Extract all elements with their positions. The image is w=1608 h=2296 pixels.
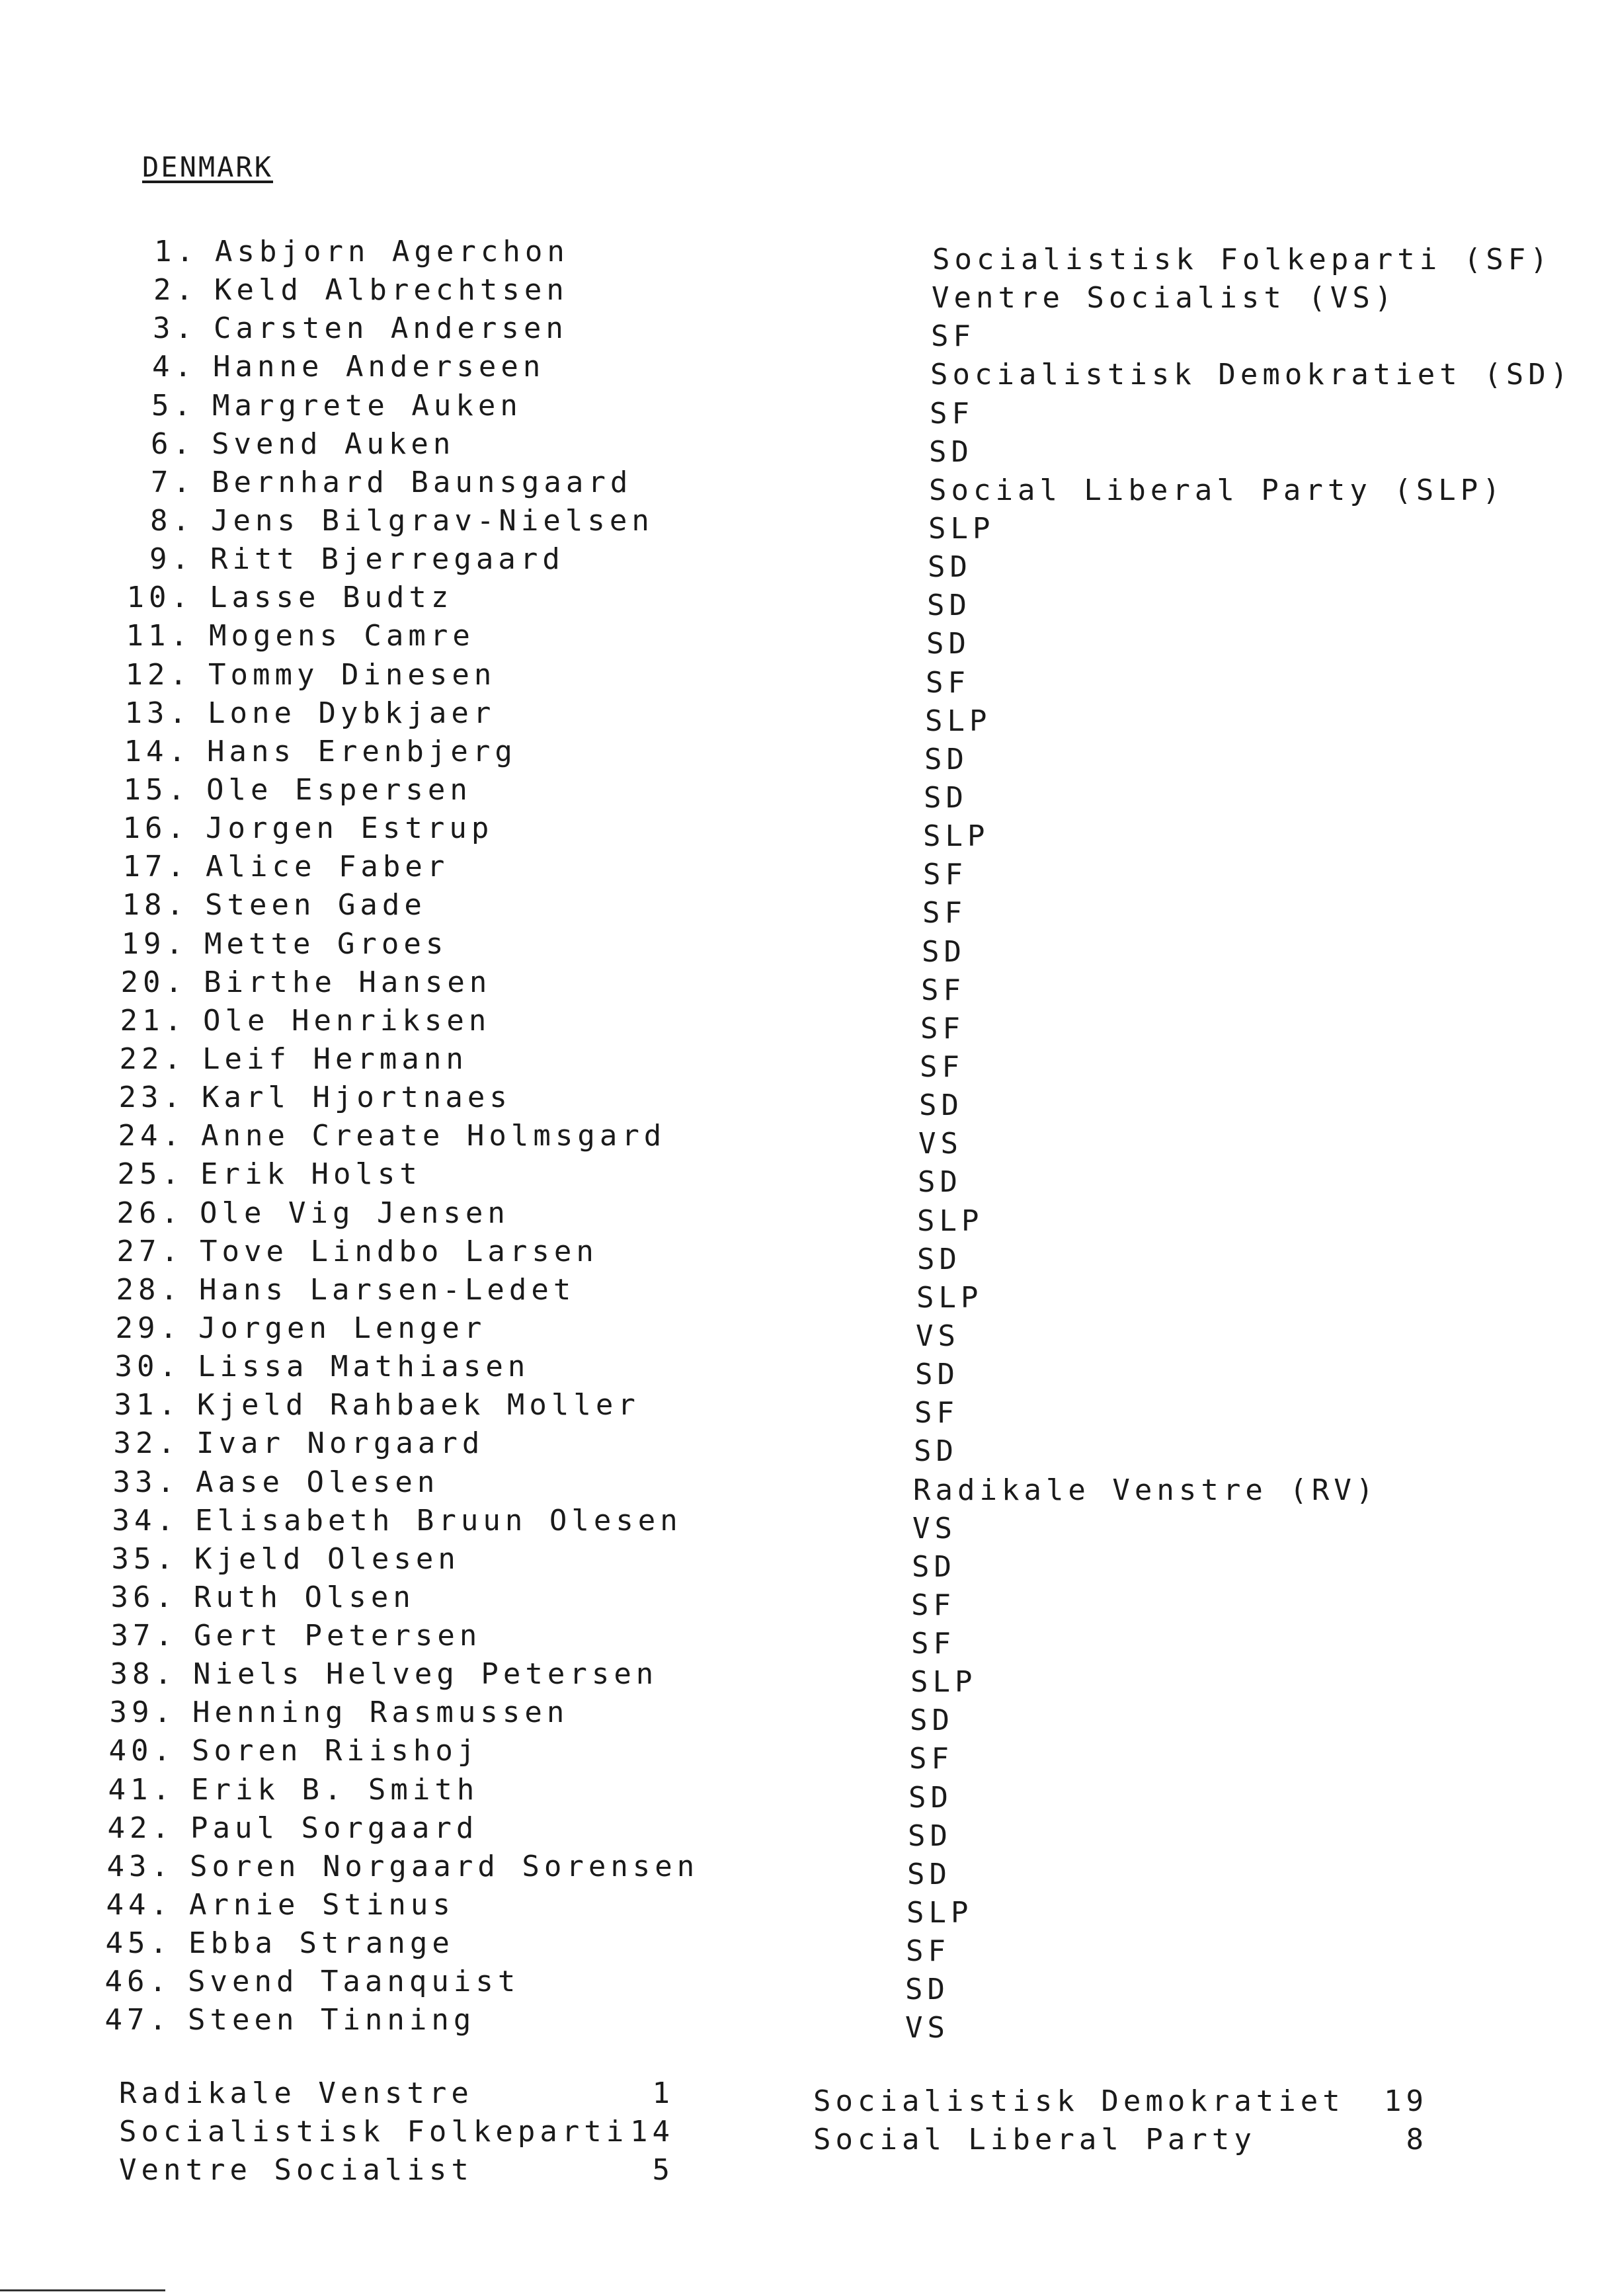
member-number: 37. <box>110 1619 177 1653</box>
member-party: SF <box>911 1627 955 1661</box>
member-name: Karl Hjortnaes <box>202 1081 512 1115</box>
member-name: Ebba Strange <box>188 1926 454 1961</box>
member-party: SF <box>923 858 967 892</box>
member-number: 33. <box>112 1465 179 1499</box>
member-party: SLP <box>916 1280 983 1315</box>
member-row <box>0 1926 1608 1969</box>
bottom-rule <box>0 2289 165 2291</box>
member-number: 44. <box>106 1888 173 1922</box>
member-name: Ritt Bjerregaard <box>210 542 565 577</box>
member-number: 4. <box>152 350 196 384</box>
member-name: Paul Sorgaard <box>190 1811 479 1845</box>
member-party: SD <box>928 550 972 585</box>
member-number: 14. <box>124 734 190 768</box>
member-number: 36. <box>110 1580 177 1614</box>
member-party: Socialistisk Folkeparti (SF) <box>932 243 1552 276</box>
party-total-label: Ventre Socialist <box>119 2153 473 2187</box>
member-name: Tove Lindbo Larsen <box>200 1234 598 1268</box>
member-row <box>0 1580 1608 1622</box>
member-name: Margrete Auken <box>212 388 522 423</box>
party-total-label: Social Liberal Party <box>813 2123 1256 2156</box>
member-number: 8. <box>150 503 194 538</box>
member-number: 13. <box>124 696 191 730</box>
member-party: SD <box>924 742 969 776</box>
member-party: SD <box>926 627 971 661</box>
member-name: Ruth Olsen <box>194 1580 415 1614</box>
member-party: SF <box>911 1588 955 1622</box>
member-name: Lasse Budtz <box>210 581 454 615</box>
member-name: Leif Hermann <box>202 1042 468 1076</box>
member-party: SF <box>921 973 965 1007</box>
member-number: 40. <box>108 1734 175 1768</box>
member-row <box>0 1734 1608 1776</box>
member-row <box>0 1888 1608 1930</box>
member-name: Svend Taanquist <box>188 1965 520 1999</box>
member-row <box>0 350 1608 392</box>
member-row <box>0 734 1608 776</box>
member-number: 46. <box>104 1965 171 1999</box>
member-party: SF <box>922 896 967 930</box>
member-party: SF <box>914 1396 959 1430</box>
member-row <box>0 657 1608 700</box>
member-name: Mogens Camre <box>209 619 475 653</box>
member-number: 15. <box>123 772 190 807</box>
member-row <box>0 1965 1608 2007</box>
member-number: 27. <box>116 1234 183 1268</box>
member-party: SD <box>927 589 971 623</box>
member-row <box>0 772 1608 815</box>
member-number: 17. <box>122 850 189 884</box>
member-row <box>0 2003 1608 2045</box>
member-number: 47. <box>104 2003 171 2037</box>
member-row <box>0 235 1608 276</box>
member-row <box>0 1541 1608 1584</box>
member-party: SLP <box>917 1204 984 1238</box>
member-row <box>0 388 1608 430</box>
member-number: 18. <box>122 888 188 922</box>
member-name: Lissa Mathiasen <box>198 1350 530 1384</box>
member-number: 21. <box>120 1003 186 1038</box>
member-number: 39. <box>109 1696 176 1730</box>
member-name: Hanne Anderseen <box>213 350 545 384</box>
member-list <box>0 235 1608 2045</box>
member-name: Kjeld Rahbaek Moller <box>197 1388 640 1422</box>
member-name: Birthe Hansen <box>204 965 492 999</box>
member-number: 30. <box>114 1350 181 1384</box>
member-party: VS <box>918 1127 963 1161</box>
member-name: Jens Bilgrav-Nielsen <box>211 503 654 538</box>
member-row <box>0 1042 1608 1084</box>
member-number: 23. <box>118 1081 185 1115</box>
member-number: 9. <box>149 542 194 577</box>
member-number: 35. <box>111 1541 178 1576</box>
member-party: SF <box>909 1742 953 1776</box>
member-row <box>0 1350 1608 1392</box>
member-row <box>0 427 1608 469</box>
member-row <box>0 1503 1608 1545</box>
member-number: 34. <box>112 1503 179 1538</box>
member-number: 10. <box>126 581 193 615</box>
member-number: 45. <box>105 1926 172 1961</box>
party-total-label: Socialistisk Folkeparti <box>119 2115 629 2149</box>
member-party: VS <box>905 2011 949 2045</box>
member-row <box>0 1311 1608 1353</box>
member-number: 2. <box>153 273 198 308</box>
member-row <box>0 1081 1608 1123</box>
member-row <box>0 465 1608 507</box>
member-row <box>0 1272 1608 1315</box>
member-name: Bernhard Baunsgaard <box>212 465 633 499</box>
party-total-count: 5 <box>652 2153 674 2187</box>
member-row <box>0 1772 1608 1815</box>
member-name: Arnie Stinus <box>189 1888 455 1922</box>
member-number: 29. <box>115 1311 182 1345</box>
member-party: SF <box>920 1011 965 1046</box>
member-number: 1. <box>154 235 198 268</box>
member-number: 5. <box>151 388 196 423</box>
member-name: Soren Riishoj <box>192 1734 480 1768</box>
member-name: Erik Holst <box>200 1157 422 1192</box>
member-party: SLP <box>910 1665 977 1700</box>
member-name: Erik B. Smith <box>191 1772 479 1807</box>
page-title: DENMARK <box>142 151 274 183</box>
member-name: Ivar Norgaard <box>196 1426 485 1461</box>
member-row <box>0 581 1608 623</box>
member-row <box>0 1388 1608 1430</box>
member-row <box>0 1426 1608 1469</box>
member-party: SF <box>930 396 974 430</box>
member-number: 12. <box>125 657 192 692</box>
member-row <box>0 1003 1608 1046</box>
member-number: 11. <box>126 619 192 653</box>
member-row <box>0 273 1608 315</box>
member-row <box>0 1619 1608 1661</box>
member-number: 25. <box>117 1157 184 1192</box>
member-name: Henning Rasmussen <box>192 1696 569 1730</box>
member-row <box>0 1196 1608 1238</box>
member-party: SLP <box>906 1896 973 1930</box>
member-party: SD <box>905 1973 949 2007</box>
member-name: Carsten Andersen <box>214 311 568 346</box>
member-party: VS <box>916 1319 960 1353</box>
member-name: Ole Henriksen <box>203 1003 491 1038</box>
member-party: SLP <box>925 704 992 738</box>
member-number: 31. <box>114 1388 181 1422</box>
member-party: Social Liberal Party (SLP) <box>929 473 1505 507</box>
member-row <box>0 619 1608 661</box>
member-number: 43. <box>106 1849 173 1883</box>
member-party: SF <box>931 319 975 354</box>
member-party: SD <box>929 434 973 469</box>
member-party: SD <box>908 1780 953 1815</box>
member-name: Asbjorn Agerchon <box>215 235 569 268</box>
member-number: 19. <box>121 926 188 961</box>
party-total-count: 14 <box>630 2115 674 2149</box>
member-party: SD <box>910 1703 954 1738</box>
member-name: Elisabeth Bruun Olesen <box>195 1503 682 1538</box>
member-party: SD <box>915 1358 959 1392</box>
member-row <box>0 926 1608 969</box>
member-number: 26. <box>116 1196 183 1230</box>
member-row <box>0 542 1608 585</box>
member-party: Ventre Socialist (VS) <box>932 281 1397 315</box>
member-name: Svend Auken <box>212 427 456 461</box>
member-party: SD <box>914 1434 958 1469</box>
member-name: Niels Helveg Petersen <box>193 1657 659 1692</box>
member-name: Ole Vig Jensen <box>200 1196 510 1230</box>
member-party: SLP <box>923 819 990 854</box>
member-row <box>0 1811 1608 1853</box>
member-party: Radikale Venstre (RV) <box>913 1473 1379 1507</box>
member-name: Alice Faber <box>206 850 450 884</box>
party-total-count: 1 <box>652 2076 674 2110</box>
member-party: VS <box>912 1511 957 1545</box>
member-party: SD <box>908 1819 952 1853</box>
member-party: SLP <box>928 511 995 546</box>
member-number: 7. <box>151 465 195 499</box>
member-row <box>0 311 1608 354</box>
member-party: SF <box>920 1049 964 1084</box>
member-party: SD <box>924 780 968 815</box>
member-row <box>0 1465 1608 1507</box>
member-row <box>0 503 1608 546</box>
member-party: SF <box>906 1934 950 1969</box>
member-row <box>0 965 1608 1007</box>
member-name: Jorgen Lenger <box>198 1311 487 1345</box>
member-row <box>0 850 1608 892</box>
member-row <box>0 1157 1608 1200</box>
party-total-label: Radikale Venstre <box>119 2076 473 2110</box>
member-name: Anne Create Holmsgard <box>201 1119 666 1153</box>
member-name: Aase Olesen <box>196 1465 440 1499</box>
party-total-count: 19 <box>1384 2084 1428 2118</box>
member-name: Hans Larsen-Ledet <box>199 1272 576 1307</box>
member-number: 32. <box>113 1426 180 1461</box>
member-number: 24. <box>118 1119 184 1153</box>
member-party: Socialistisk Demokratiet (SD) <box>930 358 1573 392</box>
party-total-label: Socialistisk Demokratiet <box>813 2084 1345 2118</box>
member-party: SF <box>926 665 970 700</box>
member-row <box>0 696 1608 738</box>
member-name: Mette Groes <box>204 926 448 961</box>
member-row <box>0 1657 1608 1700</box>
member-party: SD <box>917 1242 961 1276</box>
member-row <box>0 1696 1608 1738</box>
member-number: 38. <box>110 1657 177 1692</box>
member-name: Keld Albrechtsen <box>214 273 569 308</box>
member-row <box>0 1234 1608 1276</box>
member-row <box>0 1849 1608 1891</box>
member-party: SD <box>922 934 966 969</box>
member-number: 28. <box>116 1272 182 1307</box>
member-name: Gert Petersen <box>194 1619 482 1653</box>
member-name: Kjeld Olesen <box>194 1541 460 1576</box>
member-party: SD <box>912 1549 956 1584</box>
member-name: Ole Espersen <box>206 772 472 807</box>
member-name: Hans Erenbjerg <box>207 734 517 768</box>
member-name: Steen Tinning <box>188 2003 476 2037</box>
member-name: Jorgen Estrup <box>206 811 494 846</box>
member-number: 16. <box>122 811 189 846</box>
member-number: 20. <box>120 965 187 999</box>
member-number: 22. <box>119 1042 186 1076</box>
member-name: Lone Dybkjaer <box>208 696 496 730</box>
member-row <box>0 888 1608 930</box>
member-number: 42. <box>107 1811 174 1845</box>
party-total-count: 8 <box>1406 2123 1428 2156</box>
member-number: 3. <box>153 311 197 346</box>
member-name: Soren Norgaard Sorensen <box>190 1849 700 1883</box>
member-party: SD <box>907 1857 951 1891</box>
member-row <box>0 1119 1608 1161</box>
member-number: 6. <box>151 427 195 461</box>
member-row <box>0 811 1608 854</box>
member-name: Steen Gade <box>205 888 426 922</box>
member-number: 41. <box>108 1772 175 1807</box>
member-name: Tommy Dinesen <box>208 657 497 692</box>
member-party: SD <box>919 1088 963 1123</box>
member-party: SD <box>918 1165 962 1200</box>
